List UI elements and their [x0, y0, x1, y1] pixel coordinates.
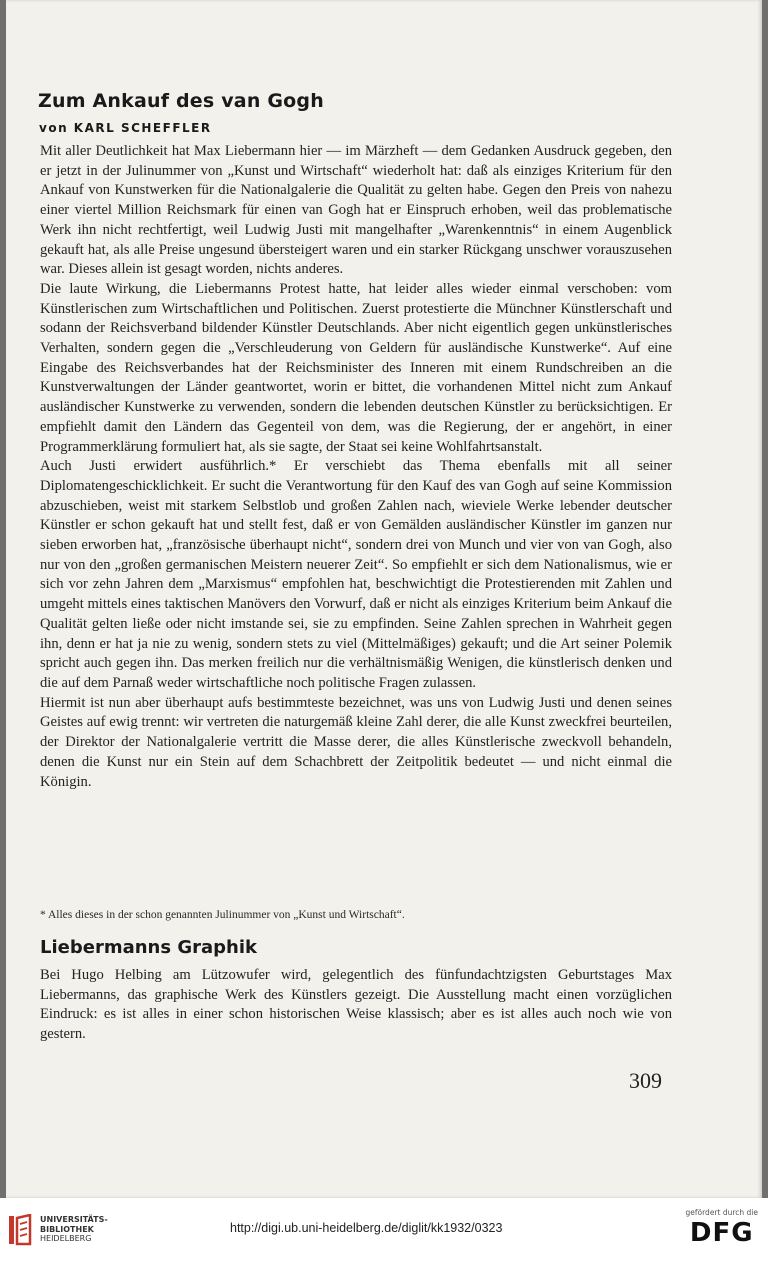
article-paragraph: Mit aller Deutlichkeit hat Max Liebermann hier — im Märzheft — dem Gedanken Ausdruck gegeben, den er jetzt in der Julinummer von „Kunst und Wirtschaft“ wiederholt hat: daß als einziges Kriterium für den Ankauf von Kunstwerken für die Nationalgalerie die Qualität zu gelten habe. Gegen den Preis von nahezu einer viertel Million Reichsmark für einen van Gogh hat er Einspruch erhoben, weil das problematische Werk ihn nicht rechtfertigt, weil Ludwig Justi mit mangelhafter „Warenkenntnis“ in einem Augenblick gekauft hat, als alle Preise ungesund übersteigert waren und ein starker Rückgang unschwer vorauszusehen war. Dieses allein ist gesagt worden, nichts anderes. — [40, 143, 672, 278]
article-paragraph: Auch Justi erwidert ausführlich.* Er verschiebt das Thema ebenfalls mit all seiner Diplomatengeschicklichkeit. Er sucht die Verantwortung für den Kauf des van Gogh auf seine Kommission abzuschieben, weist mit starkem Selbstlob und großen Zahlen nach, wieviele Werke lebender deutscher Künstler er schon gekauft hat und stellt fest, daß er von Gemälden ausländischer Künstler im ganzen nur sieben erworben hat, „französische überhaupt nicht“, sondern drei von Munch und vier von van Gogh, also nur von den „großen germanischen Meistern neuerer Zeit“. So empfiehlt er sich dem Nationalismus, wie er sich vor zehn Jahren dem „Marxismus“ empfohlen hat, beschwichtigt die Protestierenden mit Zahlen und umgeht mittels eines taktischen Manövers den Vorwurf, daß er nicht als einziges Kriterium beim Ankauf die Qualität gelten ließe oder nicht imstande sei, sie zu empfinden. Seine Zahlen sprechen in Wahrheit gegen ihn, denn er hat ja nie zu wenig, sondern stets zu viel (Mittelmäßiges) gekauft; und die Art seiner Polemik spricht auch gegen ihn. Das merken freilich nur die verhältnismäßig Wenigen, die künstlerisch denken und die auf dem Parnaß weder wirtschaftliche noch politische Fragen zulassen. — [40, 458, 672, 691]
funder-block — [686, 1208, 759, 1248]
library-name-line: HEIDELBERG — [40, 1234, 92, 1243]
footnote: * Alles dieses in der schon genannten Julinummer von „Kunst und Wirtschaft“. — [40, 909, 405, 921]
library-logo-icon — [8, 1214, 34, 1246]
article-body — [40, 142, 672, 792]
article2-title: Liebermanns Graphik — [40, 937, 257, 958]
library-name-line: UNIVERSITÄTS- — [40, 1215, 108, 1224]
dfg-logo: DFG — [689, 1218, 754, 1248]
page-number: 309 — [629, 1068, 662, 1093]
viewer-footer — [0, 1198, 768, 1261]
permalink-url[interactable]: http://digi.ub.uni-heidelberg.de/diglit/kk1932/0323 — [230, 1221, 503, 1235]
funder-note: gefördert durch die — [685, 1208, 758, 1217]
article-paragraph: Hiermit ist nun aber überhaupt aufs bestimmteste bezeichnet, was uns von Ludwig Justi und denen seines Geistes auf ewig trennt: wir vertreten die naturgemäß kleine Zahl derer, die alle Kunst zweckfrei beurteilen, der Direktor der Nationalgalerie vertritt die Masse derer, die alles Künstlerische zweckvoll behandeln, denen die Kunst nur ein Stein auf dem Schachbrett der Zeitpolitik bedeutet — und nicht einmal die Königin. — [40, 694, 672, 790]
scanned-page — [6, 0, 762, 1198]
article-title: Zum Ankauf des van Gogh — [38, 90, 324, 112]
article-byline: von KARL SCHEFFLER — [39, 121, 212, 135]
library-name — [40, 1215, 108, 1244]
article-paragraph: Die laute Wirkung, die Liebermanns Protest hatte, hat leider alles wieder einmal verschoben: vom Künstlerischen zum Wirtschaftlichen und Politischen. Zuerst protestierte die Münchner Künstlerschaft und sodann der Reichsverband bildender Künstler Deutschlands. Aber nicht eigentlich gegen unkünstlerisches Verhalten, sondern gegen die „Verschleuderung von Geldern für ausländische Kunstwerke“. Auf eine Eingabe des Reichsverbandes hat der Reichsminister des Inneren mit einem Rundschreiben an die Kunstverwaltungen der Länder geantwortet, worin er bittet, die vorhandenen Mittel nicht zum Ankauf ausländischer Kunstwerke zu verwenden, sondern die lebenden deutschen Künstler zu berücksichtigen. Er empfiehlt damit den Ländern das Gegenteil von dem, was die Regierung, der er angehört, in einer Programmerklärung formuliert hat, als sie sagte, der Staat sei keine Wohlfahrtsanstalt. — [40, 280, 672, 455]
library-name-line: BIBLIOTHEK — [40, 1224, 94, 1234]
article2-paragraph: Bei Hugo Helbing am Lützowufer wird, gelegentlich des fünfundachtzigsten Geburtstages Max Liebermanns, das graphische Werk des Künstlers gezeigt. Die Ausstellung macht einen vorzüglichen Eindruck: es ist alles in einer schon historischen Weise klassisch; aber es ist alles auch noch wie von gestern. — [40, 967, 672, 1043]
